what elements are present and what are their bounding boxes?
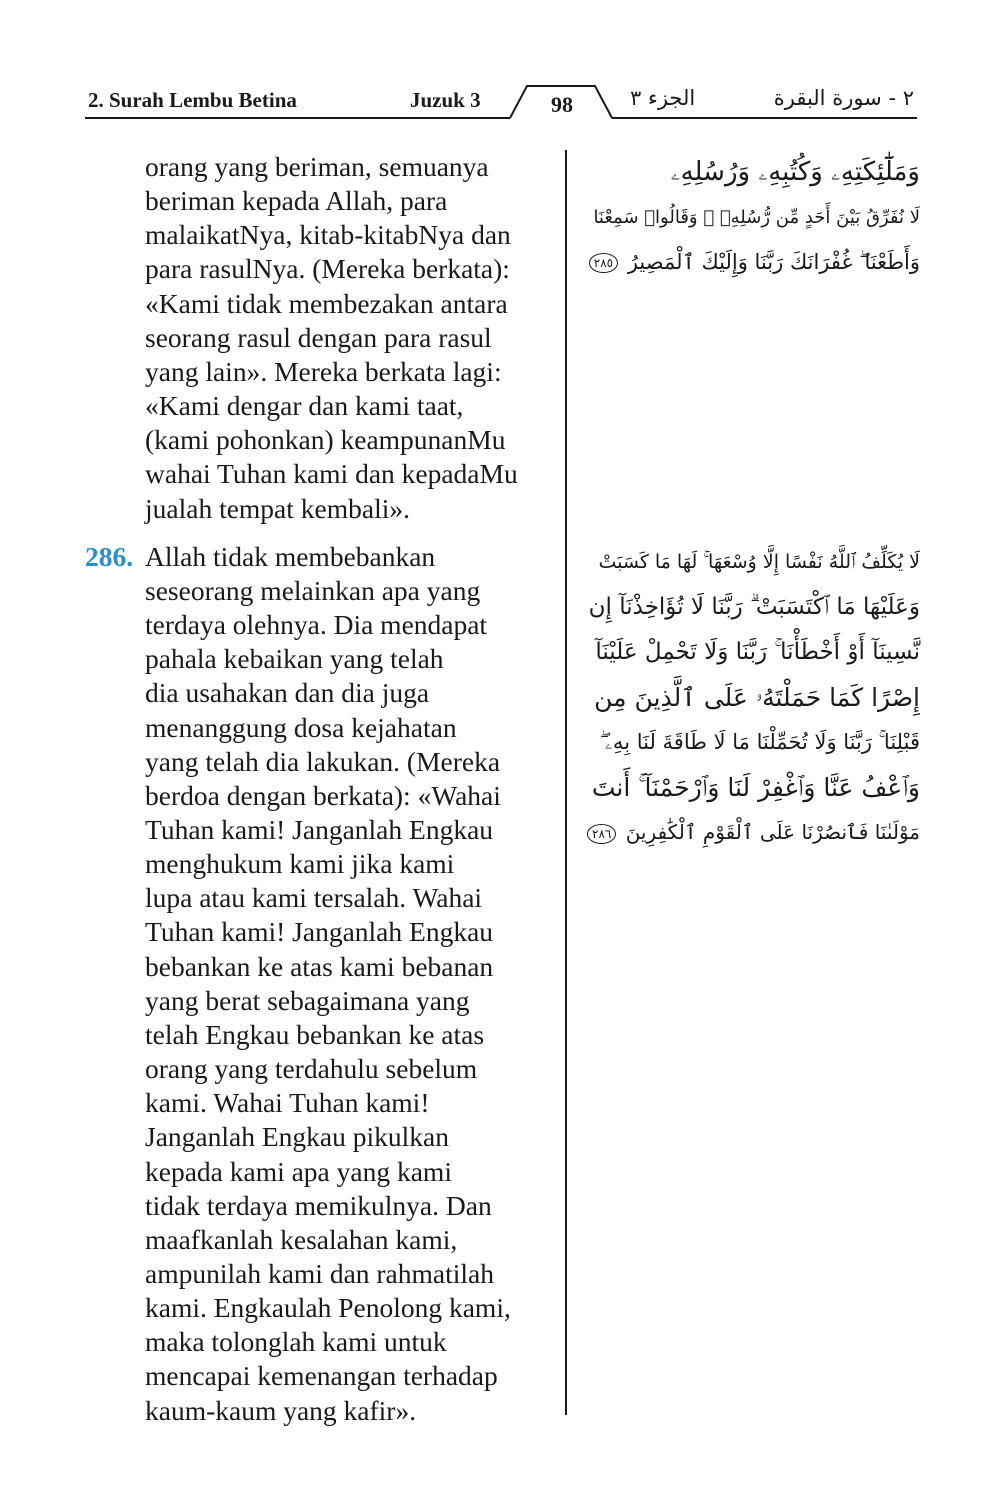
- text-line: telah Engkau bebankan ke atas: [145, 1018, 485, 1050]
- text-line: terdaya olehnya. Dia mendapat: [145, 609, 488, 641]
- column-divider: [565, 150, 567, 1415]
- arabic-line: وَمَلَٰٓئِكَتِهِۦ وَكُتُبِهِۦ وَرُسُلِهِۦ: [670, 157, 920, 187]
- text-line: (kami pohonkan) keampunanMu: [145, 424, 506, 456]
- text-line: Tuhan kami! Janganlah Engkau: [145, 916, 494, 948]
- text-line: yang lain». Mereka berkata lagi:: [145, 355, 502, 387]
- verse-285-translation: [85, 150, 555, 526]
- page-header: [85, 78, 917, 120]
- page-number: 98: [551, 92, 573, 117]
- text-line: beriman kepada Allah, para: [145, 185, 448, 217]
- text-line: maafkanlah kesalahan kami,: [145, 1223, 458, 1255]
- arabic-line-text: وَأَطَعْنَا ۖ غُفْرَانَكَ رَبَّنَا وَإِلَيْكَ ٱلْمَصِيرُ: [627, 250, 920, 274]
- text-line: menanggung dosa kejahatan: [145, 711, 457, 743]
- text-line: kami. Wahai Tuhan kami!: [145, 1087, 430, 1119]
- text-line: tidak terdaya memikulnya. Dan: [145, 1189, 492, 1221]
- text-line: bebankan ke atas kami bebanan: [145, 950, 494, 982]
- surah-title-latin: 2. Surah Lembu Betina: [88, 88, 297, 112]
- text-line: menghukum kami jika kami: [145, 848, 455, 880]
- arabic-line: قَبْلِنَا ۚ رَبَّنَا وَلَا تُحَمِّلْنَا مَا لَا طَاقَةَ لَنَا بِهِۦ ۖ: [599, 730, 920, 754]
- arabic-verse-286: [585, 540, 920, 855]
- text-line: malaikatNya, kitab-kitabNya dan: [145, 219, 511, 251]
- text-line: ampunilah kami dan rahmatilah: [145, 1258, 494, 1289]
- text-line: Janganlah Engkau pikulkan: [145, 1121, 449, 1153]
- text-line: orang yang beriman, semuanya: [145, 151, 489, 182]
- surah-title-arabic: ٢ - سورة البقرة: [773, 86, 914, 110]
- text-line: para rasulNya. (Mereka berkata):: [145, 253, 510, 285]
- text-line: lupa atau kami tersalah. Wahai: [145, 882, 483, 914]
- text-line: «Kami dengar dan kami taat,: [145, 390, 464, 422]
- text-line: mencapai kemenangan terhadap: [145, 1360, 498, 1392]
- text-line: kepada kami apa yang kami: [145, 1155, 452, 1187]
- text-line: Tuhan kami! Janganlah Engkau: [145, 813, 494, 845]
- juz-label-latin: Juzuk 3: [410, 88, 481, 112]
- arabic-verse-285: [585, 150, 920, 285]
- text-line: seseorang melainkan apa yang: [145, 574, 481, 606]
- arabic-line: [585, 810, 920, 855]
- text-line: maka tolonglah kami untuk: [145, 1326, 447, 1358]
- arabic-line: وَعَلَيْهَا مَا ٱكْتَسَبَتْ ۗ رَبَّنَا لَا تُؤَاخِذْنَآ إِن: [588, 594, 920, 620]
- verse-286-translation: [85, 540, 555, 1428]
- juz-label-arabic: الجزء ٣: [630, 86, 696, 110]
- arabic-line: لَا نُفَرِّقُ بَيْنَ أَحَدٍ مِّن رُّسُلِهِۦ ۚ وَقَالُوا۟ سَمِعْنَا: [593, 207, 920, 228]
- text-line: kaum-kaum yang kafir».: [145, 1394, 417, 1426]
- text-line: seorang rasul dengan para rasul: [145, 321, 492, 353]
- text-line: yang telah dia lakukan. (Mereka: [145, 745, 501, 777]
- text-line: jualah tempat kembali».: [145, 492, 410, 524]
- text-line: Allah tidak membebankan: [145, 540, 436, 572]
- text-line: «Kami tidak membezakan antara: [145, 287, 508, 319]
- text-line: yang berat sebagaimana yang: [145, 984, 470, 1016]
- arabic-line: إِصْرًا كَمَا حَمَلْتَهُۥ عَلَى ٱلَّذِينَ مِن: [594, 683, 920, 712]
- text-line: orang yang terdahulu sebelum: [145, 1053, 478, 1085]
- ayah-number-marker: ٢٨٥: [589, 253, 618, 273]
- text-line: wahai Tuhan kami dan kepadaMu: [145, 458, 518, 490]
- verse-number: 286.: [85, 540, 134, 572]
- text-line: pahala kebaikan yang telah: [145, 643, 444, 675]
- arabic-line: وَٱعْفُ عَنَّا وَٱغْفِرْ لَنَا وَٱرْحَمْنَآ ۚ أَنتَ: [591, 773, 920, 802]
- translation-column: [85, 150, 555, 1428]
- arabic-line: لَا يُكَلِّفُ ٱللَّهُ نَفْسًا إِلَّا وُسْعَهَا ۚ لَهَا مَا كَسَبَتْ: [598, 551, 920, 573]
- arabic-line: [585, 240, 920, 285]
- arabic-line: نَّسِينَآ أَوْ أَخْطَأْنَا ۚ رَبَّنَا وَلَا تَحْمِلْ عَلَيْنَآ: [595, 639, 920, 665]
- text-line: berdoa dengan berkata): «Wahai: [145, 779, 501, 811]
- text-line: kami. Engkaulah Penolong kami,: [145, 1292, 511, 1324]
- ayah-number-marker: ٢٨٦: [587, 824, 616, 844]
- text-line: dia usahakan dan dia juga: [145, 677, 430, 709]
- arabic-line-text: مَوْلَىٰنَا فَٱنصُرْنَا عَلَى ٱلْقَوْمِ ٱلْكَٰفِرِينَ: [625, 820, 920, 844]
